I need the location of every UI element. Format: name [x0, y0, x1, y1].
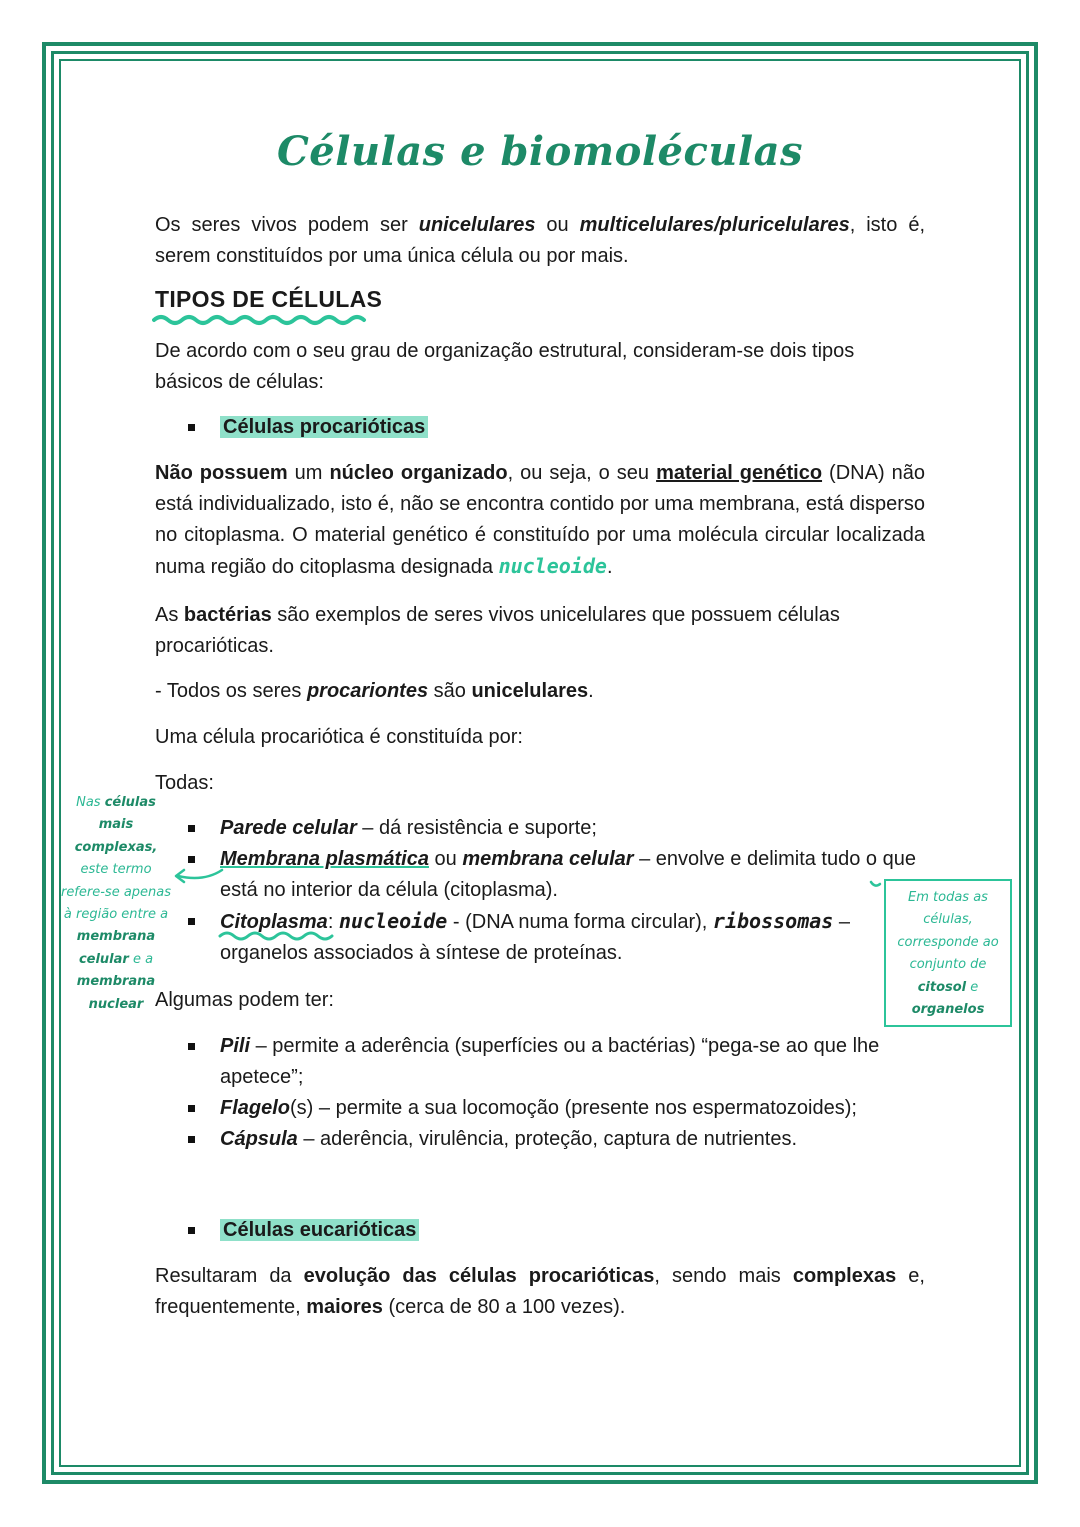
section-heading: TIPOS DE CÉLULAS — [155, 286, 383, 312]
bullet-square — [188, 424, 195, 431]
side-note-arrow — [170, 862, 230, 888]
all-label: Todas: — [155, 772, 214, 794]
prokaryotic-paragraph-4: Uma célula procariótica é constituída por: — [155, 726, 523, 748]
eukaryotic-paragraph: Resultaram da evolução das células procarióticas, sendo mais complexas e, frequentemente, maiores (cerca de 80 a 100 vezes). — [155, 1265, 925, 1318]
bullet-square — [188, 1227, 195, 1234]
bullet-square — [188, 825, 195, 832]
prokaryotic-paragraph-1: Não possuem um núcleo organizado, ou seja, o seu material genético (DNA) não está individualizado, isto é, não se encontra contido por uma membrana, está disperso no citoplasma. O material genético é constituído por uma molécula circular localizada numa região do citoplasma designada nucleoide. — [155, 462, 925, 578]
prokaryotic-paragraph-2: As bactérias são exemplos de seres vivos unicelulares que possuem células procarióticas. — [155, 604, 840, 657]
bullet-square — [188, 1105, 195, 1112]
citoplasma-squiggle — [218, 930, 346, 946]
side-note: Nas células mais complexas, este termo refere-se apenas à região entre a membrana celular e a membrana nuclear — [60, 795, 172, 1012]
some-label: Algumas podem ter: — [155, 989, 334, 1011]
section-intro: De acordo com o seu grau de organização estrutural, consideram-se dois tipos básicos de células: — [155, 340, 855, 393]
heading-underline — [152, 314, 374, 330]
eukaryotic-label: Células eucarióticas — [220, 1219, 419, 1241]
page-title: Células e biomoléculas — [276, 128, 804, 175]
prokaryotic-label: Células procarióticas — [220, 416, 428, 438]
box-note-tick — [868, 878, 886, 892]
prokaryotic-paragraph-3: - Todos os seres procariontes são unicelulares. — [155, 680, 594, 702]
intro-paragraph: Os seres vivos podem ser unicelulares ou multicelulares/pluricelulares, isto é, serem constituídos por uma única célula ou por mais. — [155, 214, 925, 267]
box-note: Em todas as células, corresponde ao conjunto de citosol e organelos — [884, 879, 1012, 1027]
bullet-square — [188, 1043, 195, 1050]
bullet-square — [188, 918, 195, 925]
bullet-square — [188, 1136, 195, 1143]
